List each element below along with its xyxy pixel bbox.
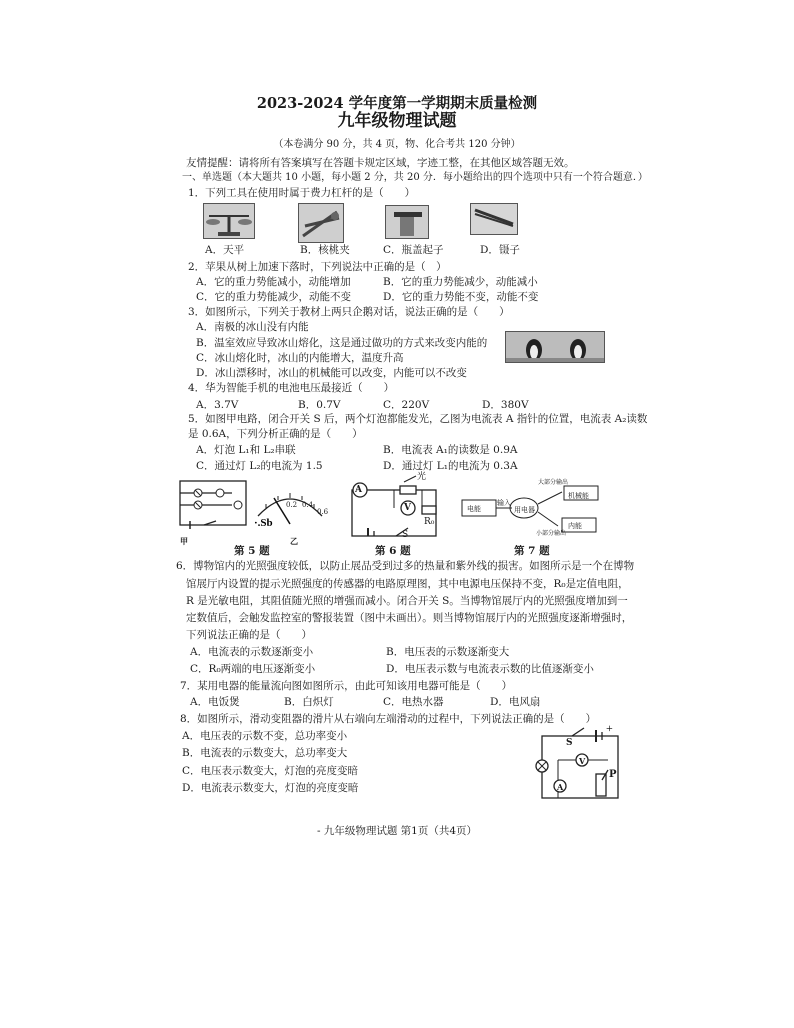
penguins-icon <box>506 332 604 362</box>
q3-option-c: C．冰山熔化时，冰山的内能增大，温度升高 <box>196 352 404 364</box>
fig7-electric: 电能 <box>467 505 481 513</box>
fig7-large-output: 大部分输出 <box>538 479 569 486</box>
q6-option-d: D．电压表示数与电流表示数的比值逐渐变小 <box>386 663 594 675</box>
q4-option-d: D．380V <box>482 399 529 411</box>
q5-stem-line1: 5．如图甲电路，闭合开关 S 后，两个灯泡都能发光，乙图为电流表 A 指针的位置，电流表 A₂读数 <box>188 413 648 425</box>
fig7-caption: 第 7 题 <box>514 545 550 557</box>
q4-option-c: C．220V <box>383 399 430 411</box>
nutcracker-icon <box>299 204 343 242</box>
q3-option-a: A．南极的冰山没有内能 <box>196 321 309 333</box>
balance-image <box>203 203 255 239</box>
q3-option-b: B．温室效应导致冰山熔化，这是通过做功的方式来改变内能的 <box>196 337 488 349</box>
penguins-image <box>505 331 605 363</box>
q7-option-b: B．白炽灯 <box>284 696 334 708</box>
tweezers-image <box>470 203 518 235</box>
q2-option-c: C．它的重力势能减少，动能不变 <box>196 291 352 303</box>
q1-option-a: A．天平 <box>205 244 245 256</box>
nutcracker-image <box>298 203 344 243</box>
q4-option-a: A．3.7V <box>196 399 239 411</box>
fig7-small-output: 小部分输出 <box>536 530 567 537</box>
q6-line5: 下列说法正确的是（ ） <box>186 629 312 641</box>
q6-option-b: B．电压表的示数逐渐变大 <box>386 646 510 658</box>
q8-option-c: C．电压表示数变大，灯泡的亮度变暗 <box>182 765 359 777</box>
tick-02: 0.2 <box>286 501 298 509</box>
q7-option-a: A．电饭煲 <box>190 696 240 708</box>
q5-stem-line2: 是 0.6A，下列分析正确的是（ ） <box>188 428 363 440</box>
q7-stem: 7．某用电器的能量流向图如图所示，由此可知该用电器可能是（ ） <box>180 680 513 692</box>
fig5-jia-label: 甲 <box>180 536 188 546</box>
fig7-input: 输入 <box>497 499 511 507</box>
q5-circuit-jia <box>176 475 256 535</box>
balance-icon <box>204 204 254 238</box>
q2-option-d: D．它的重力势能不变，动能不变 <box>383 291 539 303</box>
q8-option-b: B．电流表的示数变大，总功率变大 <box>182 747 348 759</box>
tick-04: 0.4 <box>302 501 314 509</box>
friendly-tip: 友情提醒：请将所有答案填写在答题卡规定区域，字迹工整，在其他区域答题无效。 <box>186 157 575 169</box>
q5-option-b: B．电流表 A₁的读数是 0.9A <box>383 444 518 456</box>
fig6-voltmeter-label: V <box>404 503 411 513</box>
q2-option-a: A．它的重力势能减小，动能增加 <box>196 276 351 288</box>
tweezers-icon <box>471 204 517 234</box>
battery-plus: + <box>606 721 613 735</box>
fig7-device: 用电器 <box>514 506 535 514</box>
q5-option-d: D．通过灯 L₁的电流为 0.3A <box>383 460 518 472</box>
q7-option-c: C．电热水器 <box>383 696 444 708</box>
fig6-ammeter-label: A <box>355 485 362 495</box>
q5-option-a: A．灯泡 L₁和 L₂串联 <box>196 444 296 456</box>
q1-option-c: C．瓶盖起子 <box>383 244 444 256</box>
q2-option-b: B．它的重力势能减少，动能减小 <box>383 276 538 288</box>
dial-scale-marks: ·.Sb <box>254 517 273 529</box>
fig5-caption: 第 5 题 <box>234 545 270 557</box>
q8-stem: 8．如图所示，滑动变阻器的滑片从右端向左端滑动的过程中，下列说法正确的是（ ） <box>180 713 597 725</box>
q6-option-a: A．电流表的示数逐渐变小 <box>190 646 314 658</box>
fig6-switch-label: S <box>402 530 409 540</box>
q4-stem: 4．华为智能手机的电池电压最接近（ ） <box>188 382 395 394</box>
section-heading: 一、单选题（本大题共 10 小题，每小题 2 分，共 20 分．每小题给出的四个选项中只有一个符合题意．） <box>182 172 648 183</box>
bottle-opener-icon <box>386 206 428 238</box>
fig8-switch-label: S <box>566 738 573 748</box>
q6-line3: R 是光敏电阻，其阻值随光照的增强而减小。闭合开关 S。当博物馆展厅内的光照强度增加到一 <box>186 595 628 607</box>
q3-stem: 3．如图所示，下列关于教材上两只企鹅对话，说法正确的是（ ） <box>188 306 510 318</box>
q1-option-d: D．镊子 <box>480 244 520 256</box>
q6-line4: 定数值后，会触发监控室的警报装置（图中未画出）。则当博物馆展厅内的光照强度逐渐增强时， <box>186 612 633 624</box>
fig8-ammeter-label: A <box>557 782 564 792</box>
exam-year-title: 2023-2024 学年度第一学期期末质量检测 <box>256 95 538 112</box>
q6-line2: 馆展厅内设置的提示光照强度的传感器的电路原理图，其中电源电压保持不变，R₀是定值电阻， <box>186 578 629 590</box>
q6-option-c: C．R₀两端的电压逐渐变小 <box>190 663 316 675</box>
fig5-yi-label: 乙 <box>290 536 298 546</box>
fig7-mechanical: 机械能 <box>568 492 589 500</box>
fig8-slider-label: P <box>609 769 617 780</box>
fig8-voltmeter-label: V <box>579 756 586 766</box>
fig6-caption: 第 6 题 <box>375 545 411 557</box>
exam-note: （本卷满分 90 分，共 4 页，物、化合考共 120 分钟） <box>273 139 521 150</box>
exam-subject-title: 九年级物理试题 <box>337 111 457 131</box>
q8-option-a: A．电压表的示数不变，总功率变小 <box>182 730 348 742</box>
q2-stem: 2．苹果从树上加速下落时，下列说法中正确的是（ ） <box>188 261 447 273</box>
q6-line1: 6．博物馆内的光照强度较低，以防止展品受到过多的热量和紫外线的损害。如图所示是一个在博物 <box>176 560 635 572</box>
q1-stem: 1．下列工具在使用时属于费力杠杆的是（ ） <box>188 187 416 199</box>
q1-option-b: B．核桃夹 <box>300 244 350 256</box>
q8-option-d: D．电流表示数变大，灯泡的亮度变暗 <box>182 782 359 794</box>
fig6-r0-label: R₀ <box>424 517 435 527</box>
bottle-opener-image <box>385 205 429 239</box>
tick-06: 0.6 <box>317 508 329 516</box>
q8-circuit <box>528 722 628 804</box>
q7-option-d: D．电风扇 <box>490 696 541 708</box>
q3-option-d: D．冰山漂移时，冰山的机械能可以改变，内能可以不改变 <box>196 367 467 379</box>
fig6-light-label: 光 <box>417 472 427 482</box>
page-footer: - 九年级物理试题 第1页（共4页） <box>316 825 478 837</box>
q4-option-b: B．0.7V <box>298 399 341 411</box>
q5-option-c: C．通过灯 L₂的电流为 1.5 <box>196 460 323 472</box>
fig7-internal: 内能 <box>568 522 582 530</box>
